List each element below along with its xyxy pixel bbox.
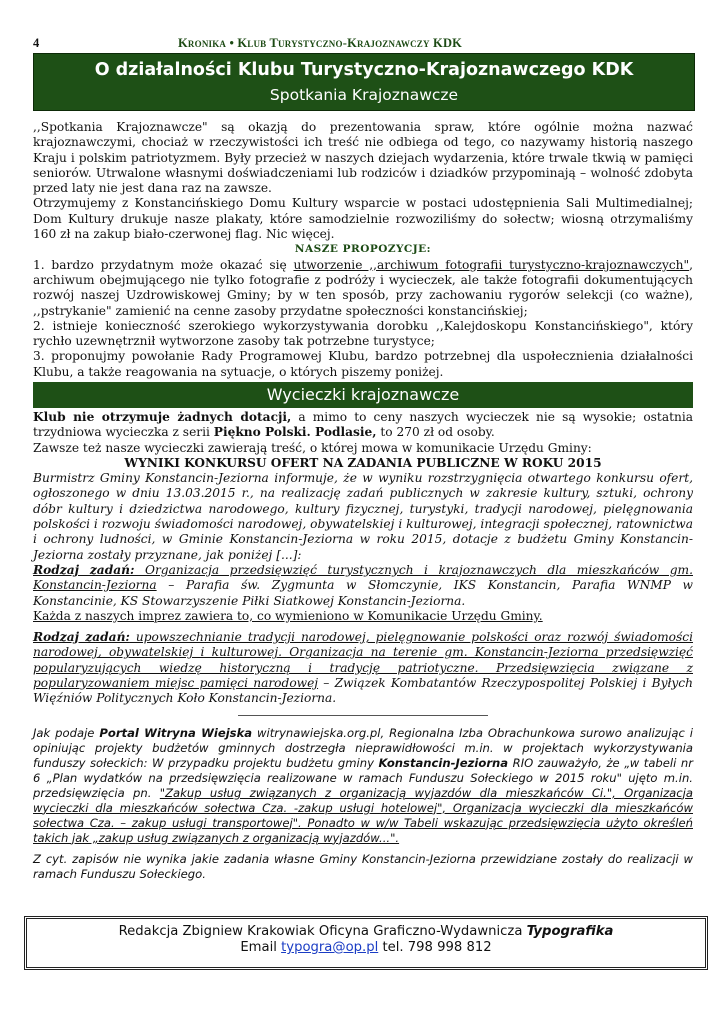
divider xyxy=(238,715,488,716)
text: Email xyxy=(240,940,282,955)
portal-paragraph xyxy=(33,726,693,846)
text: Portal Witryna Wiejska xyxy=(99,725,253,740)
task-1-note: Każda z naszych imprez zawiera to, co wymieniono w Komunikacie Urzędu Gminy. xyxy=(33,608,543,623)
section-heading-wycieczki: Wycieczki krajoznawcze xyxy=(33,382,693,408)
page-number: 4 xyxy=(33,36,40,50)
text: Redakcja Zbigniew Krakowiak Oficyna Graficzno-Wydawnicza xyxy=(118,924,527,939)
text: "Zakup usług związanych z organizacją wyjazdów dla mieszkańców Ci.", Organizacja wycieczki dla mieszkańców sołectwa Cza. -zakup usługi hotelowej", Organizacja wycieczki dla mieszkańców sołectwa Cza. – zakup usługi transportowej". Ponadto w w/w Tabeli wskazując przedsięwzięcia użyto określeń takich jak „zakup usług związanych z organizacją wyjazdów...". xyxy=(33,785,693,845)
paragraph: Zawsze też nasze wycieczki zawierają treść, o której mowa w komunikacie Urzędu Gminy: xyxy=(33,440,592,455)
proposal-item-3: 3. proponujmy powołanie Rady Programowej Klubu, bardzo potrzebnej dla uspołecznienia działalności Klubu, a także reagowania na sytuacje, o których piszemy poniżej. xyxy=(33,349,693,379)
brand-name: Typografika xyxy=(526,924,614,939)
article-subtitle: Spotkania Krajoznawcze xyxy=(269,86,459,104)
task-text: upowszechnianie tradycji narodowej, pielęgnowanie polskości oraz rozwój świadomości narodowej, obywatelskiej i kulturowej. Organizacja na terenie gm. Konstancin-Jeziorna przedsięwzięć popularyzujących wiedzę historyczną i tradycję patriotyczne. Przedsięwzięcia związane z popularyzowaniem miejsc pamięci narodowej xyxy=(33,630,693,691)
page-header xyxy=(33,36,693,52)
proposal-item-2: 2. istnieje konieczność szerokiego wykorzystywania dorobku ,,Kalejdoskopu Konstancińskiego", który rychło uzewnętrznił wytworzone zasoby tak potrzebne turystyce; xyxy=(33,318,693,349)
task-text: Organizacja przedsięwzięć turystycznych i krajoznawczych dla mieszkańców gm. Konstancin-Jeziorna xyxy=(33,562,693,593)
text: 1. bardzo przydatnym może okazać się xyxy=(33,257,294,272)
text: , archiwum obejmującego nie tylko fotografie z podróży i wycieczek, ale także fotografii dokumentujących rozwój naszej Uzdrowiskowej Gminy; by w ten sposób, przy zachowaniu rygorów selekcji (co ważne), ,,pstrykanie" zamienić na cenne zasoby przydatne społeczności konstancińskiej; xyxy=(33,257,693,318)
paragraph xyxy=(33,410,693,441)
running-title: Kronika • Klub Turystyczno-Krajoznawczy KDK xyxy=(178,36,463,50)
paragraph: ,,Spotkania Krajoznawcze" są okazją do prezentowania spraw, które ogólnie można nazwać krajoznawczymi, chociaż w rzeczywistości ich treść nie odbiega od tego, co nazywamy historią naszego Kraju i polskim patriotyzmem. Były przecież w naszych dziejach wydarzenia, które trwale tkwią w pamięci seniorów. Utrwalone własnymi doświadczeniami lub rodziców i dziadków przypominają – wolność zdobyta przed laty nie jest dana raz na zawsze. xyxy=(33,120,693,196)
proposal-item-1 xyxy=(33,258,693,319)
footer-line-1 xyxy=(27,924,705,940)
section-wycieczki xyxy=(33,410,693,882)
results-heading: WYNIKI KONKURSU OFERT NA ZADANIA PUBLICZNE W ROKU 2015 xyxy=(124,455,602,470)
task-label: Rodzaj zadań: xyxy=(33,562,135,577)
text: tel. 798 998 812 xyxy=(378,940,492,955)
task-text: – Parafia św. Zygmunta w Słomczynie, IKS Konstancin, Parafia WNMP w Konstancinie, KS Stowarzyszenie Piłki Siatkowej Konstancin-Jeziorna. xyxy=(33,578,693,608)
footer xyxy=(24,916,708,970)
section-spotkania xyxy=(33,120,693,380)
article-title: O działalności Klubu Turystyczno-Krajoznawczego KDK xyxy=(94,60,634,80)
article-title-box xyxy=(33,53,695,111)
archive-proposal-link: utworzenie ,,archiwum fotografii turystyczno-krajoznawczych" xyxy=(293,257,690,272)
text: Konstancin-Jeziorna xyxy=(378,755,509,770)
text: RIO zauważyło, że „w tabeli nr 6 „Plan wydatków na przedsięwzięcia realizowane w ramach Funduszu Sołeckiego w 2015 roku" ujęto m.in. przedsięwzięcia pn. xyxy=(33,755,693,800)
text: a mimo to ceny naszych wycieczek nie są wysokie; ostatnia trzydniowa wycieczka z serii xyxy=(33,410,693,440)
text: to 270 zł od osoby. xyxy=(376,425,495,440)
results-paragraph: Burmistrz Gminy Konstancin-Jeziorna informuje, że w wyniku rozstrzygnięcia otwartego konkursu ofert, ogłoszonego w dniu 13.03.2015 r., na realizację zadań publicznych w zakresie kultury, sztuki, ochrony dóbr kultury i dziedzictwa narodowego, kultury fizycznej, turystyki, tradycji narodowej, pielęgnowania polskości i rozwoju świadomości narodowej, obywatelskiej i kulturowej, integracji społecznej, ratownictwa i ochrony ludności, w Gminie Konstancin-Jeziorna w roku 2015, dotacje z budżetu Gminy Konstancin-Jeziorna zostały przyznane, jak poniżej [...]: xyxy=(33,471,693,562)
email-link[interactable]: typogra@op.pl xyxy=(281,940,379,955)
task-2 xyxy=(33,630,693,706)
text: Klub nie otrzymuje żadnych dotacji, xyxy=(33,410,292,424)
text: Jak podaje xyxy=(33,725,100,740)
proposals-heading: NASZE PROPOZYCJE: xyxy=(294,243,432,256)
text: Piękno Polski. Podlasie, xyxy=(213,425,377,440)
task-1 xyxy=(33,563,693,609)
task-label: Rodzaj zadań: xyxy=(33,630,130,645)
task-text: – Związek Kombatantów Rzeczypospolitej Polskiej i Byłych Więźniów Politycznych Koło Konstancin-Jeziorna. xyxy=(33,676,693,706)
text: witrynawiejska.org.pl, Regionalna Izba Obrachunkowa surowo analizując i opiniując projekty budżetów gminnych dostrzegła nieprawidłowości m.in. w projektach wykorzystywania funduszy sołeckich: W przypadku projektu budżetu gminy xyxy=(33,725,693,770)
closing-paragraph: Z cyt. zapisów nie wynika jakie zadania własne Gminy Konstancin-Jeziorna przewidziane zostały do realizacji w ramach Funduszu Sołeckiego. xyxy=(33,851,693,881)
paragraph: Otrzymujemy z Konstancińskiego Domu Kultury wsparcie w postaci udostępnienia Sali Multimedialnej; Dom Kultury drukuje nasze plakaty, które samodzielnie rozwoziliśmy do sołectw; wiosną otrzymaliśmy 160 zł na zakup biało-czerwonej flag. Nic więcej. xyxy=(33,196,693,242)
footer-line-2 xyxy=(27,940,705,956)
